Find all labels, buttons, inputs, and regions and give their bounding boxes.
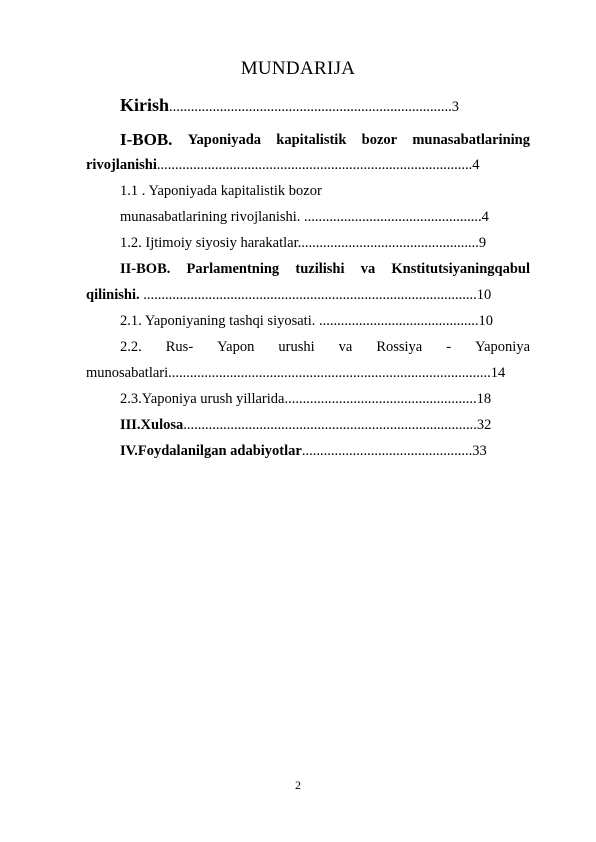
toc-label: qilinishi.: [86, 287, 140, 303]
toc-leader: ............................................................................................: [139, 287, 477, 303]
toc-label: 1.2. Ijtimoiy siyosiy harakatlar: [120, 235, 298, 251]
toc-entry-1-1-line1[interactable]: [120, 181, 530, 201]
toc-label: 2.3.Yaponiya urush yillarida: [120, 391, 285, 407]
toc-leader: .................................................: [300, 209, 482, 225]
toc-entry-1-1-line2[interactable]: [120, 207, 530, 227]
toc-leader: .....................................................: [284, 391, 477, 407]
toc-word: Rossiya: [376, 339, 423, 355]
toc-entry-2-1[interactable]: [120, 311, 530, 331]
toc-label: 2.1. Yaponiyaning tashqi siyosati.: [120, 313, 316, 329]
toc-page: 10: [476, 287, 492, 303]
toc-page: 3: [451, 99, 460, 115]
toc-word: munasabatlarining: [412, 132, 530, 148]
toc-word: Yaponiyada: [187, 132, 262, 148]
toc-word: Rus-: [165, 339, 194, 355]
toc-leader: .........................................................................................: [168, 365, 491, 381]
toc-leader: ...............................................: [301, 443, 473, 459]
toc-entry-bob1-line1[interactable]: [120, 130, 530, 150]
toc-word: bozor: [361, 132, 398, 148]
toc-leader: .......................................................................................: [156, 157, 473, 173]
toc-label: Kirish: [120, 95, 170, 115]
toc-leader: .................................................................................: [183, 417, 477, 433]
toc-entry-bob2-line2[interactable]: [86, 285, 530, 305]
toc-label: III.Xulosa: [120, 417, 184, 433]
toc-page: 4: [481, 209, 489, 225]
toc-label: IV.Foydalanilgan adabiyotlar: [120, 443, 302, 459]
toc-page: 4: [472, 157, 480, 173]
page-number: 2: [295, 778, 301, 792]
toc-word: urushi: [278, 339, 315, 355]
toc-page: 10: [478, 313, 493, 329]
toc-entry-1-2[interactable]: [120, 233, 530, 253]
toc-leader: ............................................: [315, 313, 479, 329]
toc-word: Yaponiya: [475, 339, 530, 355]
toc-word: va: [338, 339, 353, 355]
toc-leader: ..............................................................................: [169, 99, 452, 115]
toc-entry-2-3[interactable]: [120, 389, 530, 409]
toc-entry-adabiyotlar[interactable]: [120, 441, 530, 461]
toc-entry-bob1-line2[interactable]: [86, 155, 530, 175]
toc-label: rivojlanishi: [86, 157, 157, 173]
toc-word: Parlamentning: [186, 261, 280, 277]
toc-word: kapitalistik: [276, 132, 347, 148]
toc-word: va: [360, 261, 376, 277]
toc-word: 2.2.: [120, 339, 142, 355]
toc-word: II-BOB.: [120, 261, 171, 277]
toc-entry-kirish[interactable]: [120, 95, 530, 117]
toc-entry-2-2-line1[interactable]: [120, 337, 530, 357]
toc-word: tuzilishi: [295, 261, 345, 277]
toc-page: 33: [472, 443, 487, 459]
page-title: MUNDARIJA: [240, 58, 356, 79]
toc-leader: ..................................................: [297, 235, 479, 251]
toc-entry-xulosa[interactable]: [120, 415, 530, 435]
toc-entry-bob2-line1[interactable]: [120, 259, 530, 279]
toc-label: munasabatlarining rivojlanishi.: [120, 209, 301, 225]
toc-page: 9: [478, 235, 487, 251]
toc-label: 1.1 . Yaponiyada kapitalistik bozor: [120, 183, 322, 199]
toc-entry-2-2-line2[interactable]: [86, 363, 530, 383]
toc-word: Knstitutsiyaningqabul: [391, 261, 530, 277]
toc-page: 18: [476, 391, 492, 407]
toc-label: munosabatlari: [86, 365, 169, 381]
toc-word: I-BOB.: [120, 130, 173, 149]
toc-word: -: [446, 339, 452, 355]
toc-page: 32: [476, 417, 492, 433]
toc-page: 14: [490, 365, 506, 381]
toc-word: Yapon: [217, 339, 255, 355]
